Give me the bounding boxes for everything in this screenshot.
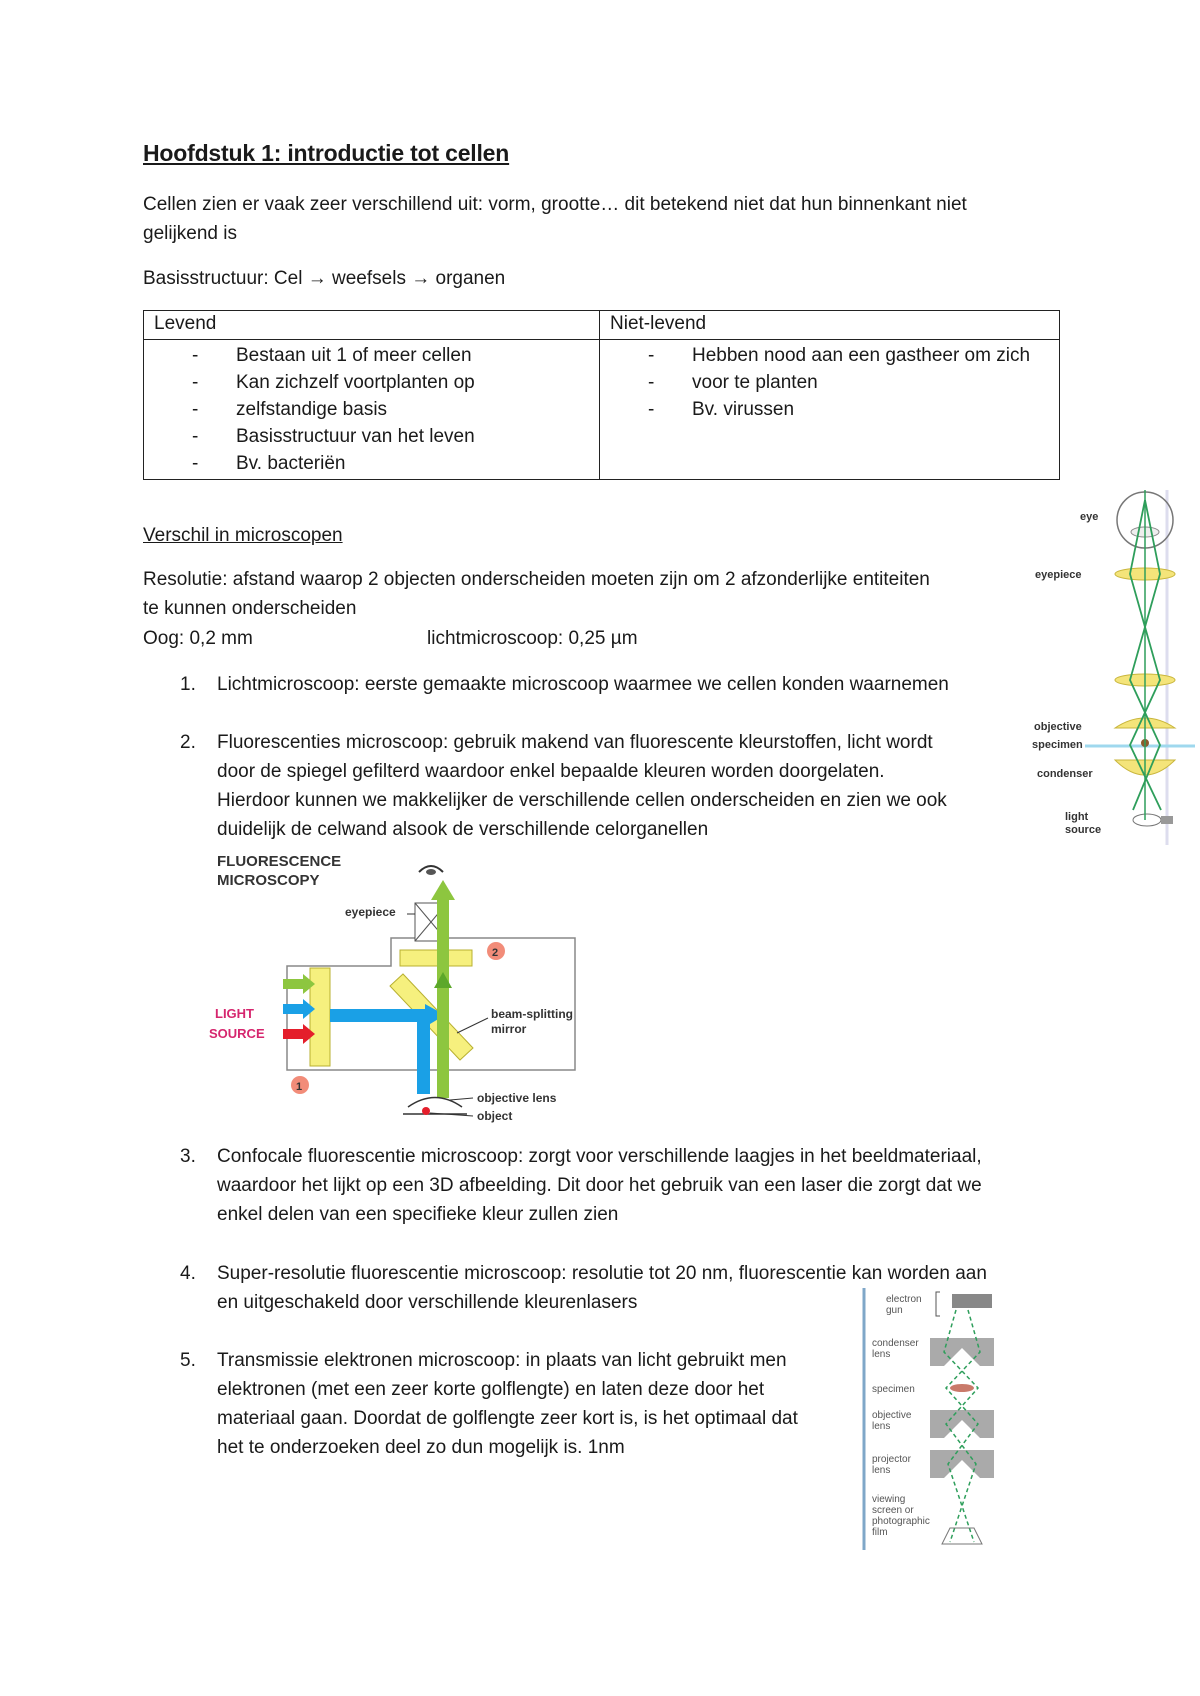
specimen-icon bbox=[950, 1384, 974, 1392]
arrow-icon: → bbox=[411, 268, 431, 289]
list-line: materiaal gaan. Doordat de golflengte zeer kort is, is het optimaal dat bbox=[217, 1408, 798, 1429]
label-mirror: mirror bbox=[491, 1022, 527, 1036]
label-object: object bbox=[477, 1109, 513, 1123]
list-item: - Hebben nood aan een gastheer om zich bbox=[648, 342, 1049, 369]
list-line: het te onderzoeken deel zo dun mogelijk is. 1nm bbox=[217, 1437, 625, 1458]
label-objective-lens: lens bbox=[872, 1421, 891, 1432]
header-niet-levend: Niet-levend bbox=[600, 311, 1060, 340]
list-item-1 bbox=[180, 670, 1060, 700]
filter-2 bbox=[400, 950, 472, 966]
objective-lens-icon bbox=[930, 1410, 994, 1438]
list-item-3 bbox=[180, 1142, 1060, 1232]
light-resolution: lichtmicroscoop: 0,25 µm bbox=[427, 628, 638, 649]
label-film: film bbox=[872, 1527, 888, 1538]
object-dot bbox=[422, 1107, 430, 1115]
list-text bbox=[217, 1142, 982, 1229]
section-heading-microscopes: Verschil in microscopen bbox=[143, 525, 343, 546]
cell-levend bbox=[144, 340, 600, 480]
list-text bbox=[217, 1346, 798, 1462]
label-specimen: specimen bbox=[1032, 739, 1083, 751]
resolution-line-2: te kunnen onderscheiden bbox=[143, 598, 357, 619]
list-item: - Kan zichzelf voortplanten op bbox=[192, 369, 589, 396]
list-line: duidelijk de celwand alsook de verschillende celorganellen bbox=[217, 819, 709, 840]
list-line: Super-resolutie fluorescentie microscoop: resolutie tot 20 nm, fluorescentie kan worden aan bbox=[217, 1263, 987, 1284]
label-objective: objective bbox=[1034, 721, 1082, 733]
list-line: Hierdoor kunnen we makkelijker de verschillende cellen onderscheiden en zien we ook bbox=[217, 790, 947, 811]
living-table bbox=[143, 310, 1060, 480]
label-beam-splitting: beam-splitting bbox=[491, 1007, 574, 1021]
label-objective-lens: objective lens bbox=[477, 1091, 557, 1105]
page-title: Hoofdstuk 1: introductie tot cellen bbox=[143, 140, 510, 166]
structure-prefix: Basisstructuur: Cel bbox=[143, 268, 303, 289]
list-item-continued: - voor te planten bbox=[648, 369, 1049, 396]
label-screen: screen or bbox=[872, 1505, 914, 1516]
label-specimen: specimen bbox=[872, 1384, 915, 1395]
label-projector: projector bbox=[872, 1454, 911, 1465]
fluorescence-microscope-figure bbox=[205, 848, 590, 1128]
list-text: Lichtmicroscoop: eerste gemaakte microscoop waarmee we cellen konden waarnemen bbox=[217, 674, 949, 695]
resolution-line-1: Resolutie: afstand waarop 2 objecten onderscheiden moeten zijn om 2 afzonderlijke entiteiten bbox=[143, 569, 930, 590]
list-number: 3. bbox=[180, 1146, 196, 1167]
label-source: SOURCE bbox=[209, 1026, 265, 1041]
condenser-lens-icon bbox=[930, 1338, 994, 1366]
label-condenser-lens: lens bbox=[872, 1349, 891, 1360]
tem-figure bbox=[862, 1288, 1022, 1550]
list-item: - Bv. virussen bbox=[648, 396, 1049, 423]
list-text bbox=[217, 728, 947, 844]
label-gun: gun bbox=[886, 1305, 903, 1316]
label-condenser: condenser bbox=[872, 1338, 919, 1349]
header-levend: Levend bbox=[144, 311, 600, 340]
list-number: 4. bbox=[180, 1263, 196, 1284]
list-line: waardoor het lijkt op een 3D afbeelding. Dit door het gebruik van een laser die zorgt dat we bbox=[217, 1175, 982, 1196]
list-item: - Bestaan uit 1 of meer cellen bbox=[192, 342, 589, 369]
projector-lens-icon bbox=[930, 1450, 994, 1478]
list-item: - Bv. bacteriën bbox=[192, 450, 589, 477]
marker-1-label: 1 bbox=[296, 1081, 303, 1093]
label-viewing: viewing bbox=[872, 1494, 906, 1505]
list-line: enkel delen van een specifieke kleur zullen zien bbox=[217, 1204, 619, 1225]
list-item-continued: - zelfstandige basis bbox=[192, 396, 589, 423]
eye-resolution: Oog: 0,2 mm bbox=[143, 628, 253, 649]
list-line: Transmissie elektronen microscoop: in plaats van licht gebruikt men bbox=[217, 1350, 787, 1371]
structure-end: organen bbox=[435, 268, 506, 289]
list-number: 2. bbox=[180, 732, 196, 753]
objective-lens-icon bbox=[408, 1098, 462, 1108]
label-eyepiece: eyepiece bbox=[345, 905, 396, 919]
structure-mid: weefsels bbox=[332, 268, 406, 289]
list-line: Fluorescenties microscoop: gebruik makend van fluorescente kleurstoffen, licht wordt bbox=[217, 732, 933, 753]
intro-line-1: Cellen zien er vaak zeer verschillend uit: vorm, grootte… dit betekend niet dat hun binnenkant niet bbox=[143, 194, 967, 215]
list-line: elektronen (met een zeer korte golflengte) en laten deze door het bbox=[217, 1379, 765, 1400]
cell-niet-levend bbox=[600, 340, 1060, 480]
list-item: - Basisstructuur van het leven bbox=[192, 423, 589, 450]
label-photographic: photographic bbox=[872, 1516, 930, 1527]
fig-title-2: MICROSCOPY bbox=[217, 872, 320, 889]
label-condenser: condenser bbox=[1037, 768, 1093, 780]
list-line: door de spiegel gefilterd waardoor enkel bepaalde kleuren worden doorgelaten. bbox=[217, 761, 885, 782]
list-item-2 bbox=[180, 728, 1060, 848]
label-eyepiece: eyepiece bbox=[1035, 569, 1082, 581]
arrow-icon: → bbox=[307, 268, 327, 289]
label-source: source bbox=[1065, 824, 1102, 836]
lamp-icon bbox=[1133, 814, 1161, 826]
list-number: 1. bbox=[180, 674, 196, 695]
resolution-paragraph bbox=[143, 565, 1023, 623]
list-line: Confocale fluorescentie microscoop: zorgt voor verschillende laagjes in het beeldmateriaal, bbox=[217, 1146, 982, 1167]
label-light: light bbox=[1065, 811, 1089, 823]
intro-paragraph bbox=[143, 190, 1063, 248]
label-objective: objective bbox=[872, 1410, 912, 1421]
marker-2-label: 2 bbox=[492, 947, 499, 959]
list-line: en uitgeschakeld door verschillende kleurenlasers bbox=[217, 1292, 638, 1313]
fig-title-1: FLUORESCENCE bbox=[217, 853, 342, 870]
list-item-5 bbox=[180, 1346, 860, 1466]
label-eye: eye bbox=[1080, 511, 1099, 523]
electron-gun bbox=[952, 1294, 992, 1308]
structure-line bbox=[143, 264, 505, 293]
label-light: LIGHT bbox=[215, 1006, 254, 1021]
label-electron: electron bbox=[886, 1294, 922, 1305]
light-microscope-figure bbox=[1025, 490, 1195, 845]
label-projector-lens: lens bbox=[872, 1465, 891, 1476]
list-number: 5. bbox=[180, 1350, 196, 1371]
intro-line-2: gelijkend is bbox=[143, 223, 237, 244]
viewing-screen bbox=[942, 1528, 982, 1544]
